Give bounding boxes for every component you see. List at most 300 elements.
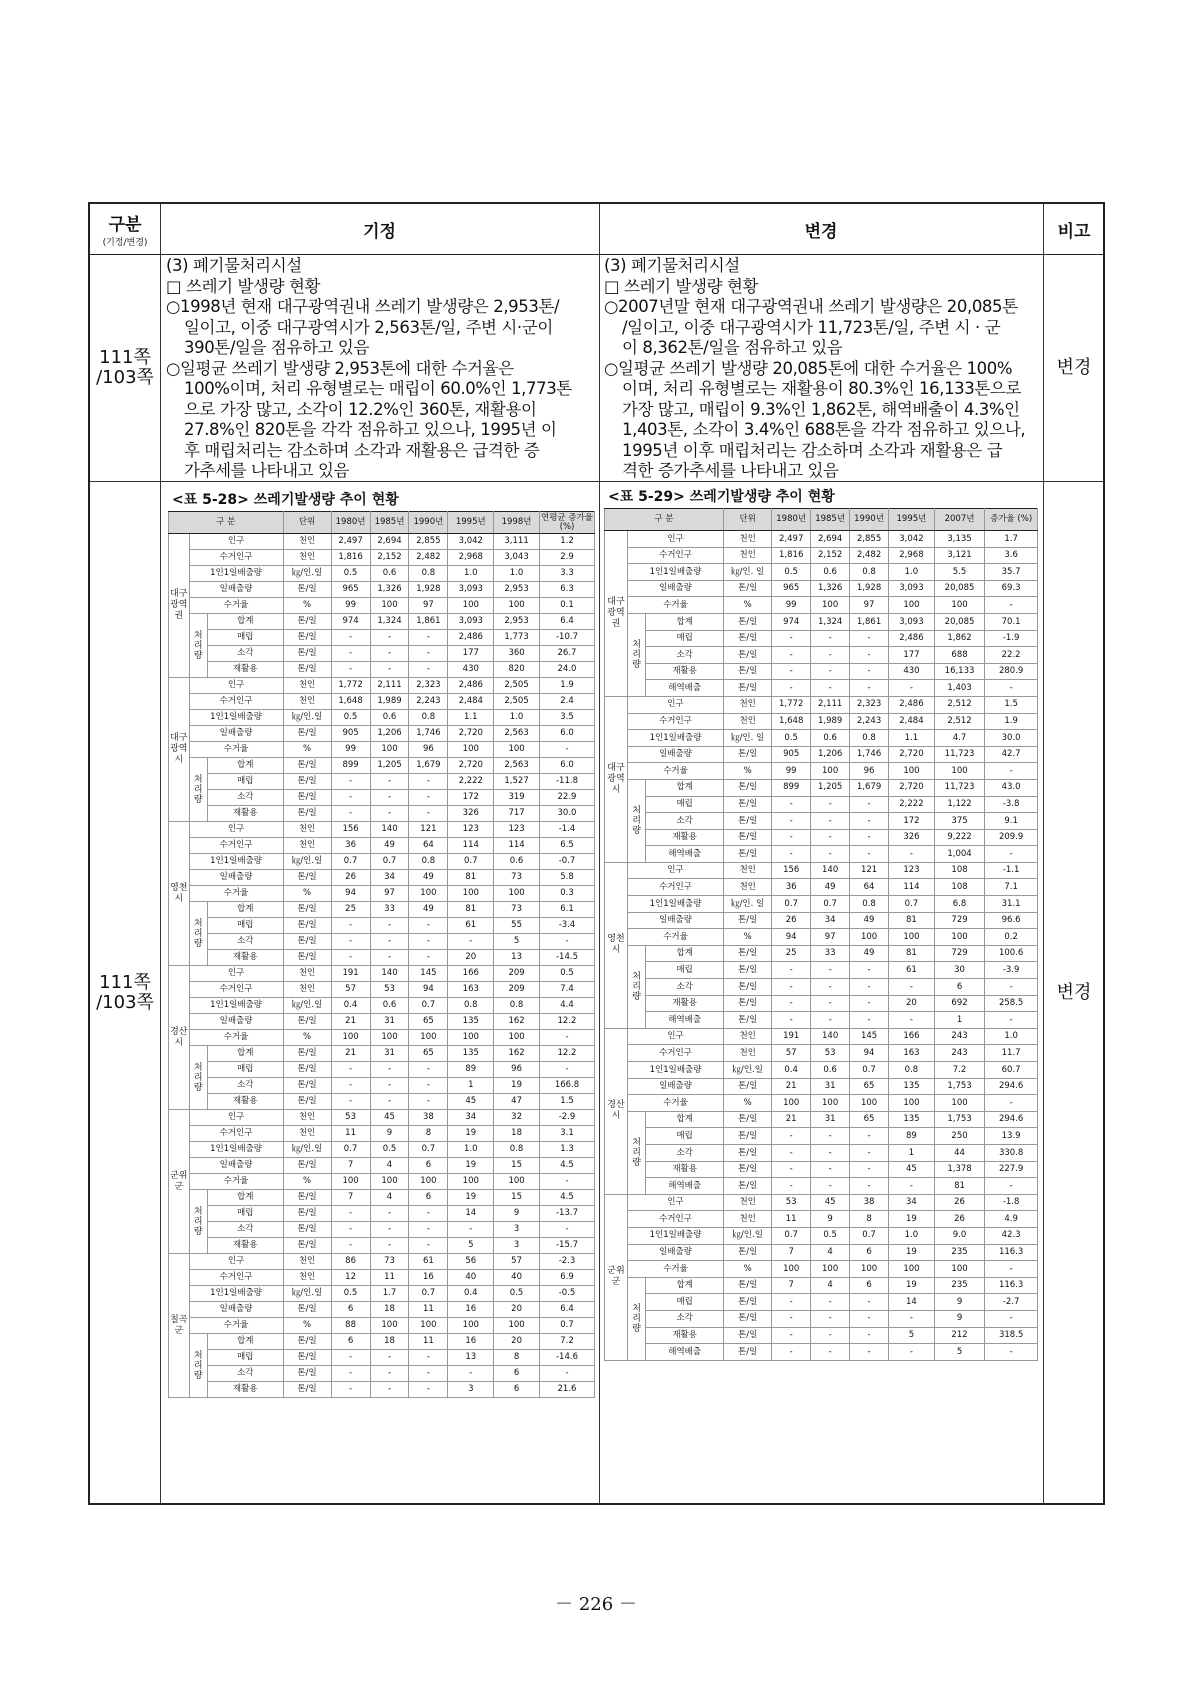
table-row [605, 962, 1038, 979]
data-cell: 2,222 [448, 774, 494, 790]
data-cell: - [811, 962, 850, 979]
data-cell: 2,222 [889, 796, 935, 813]
data-cell: 21 [772, 1078, 811, 1095]
data-cell: 123 [889, 862, 935, 879]
row-label: 소각 [646, 979, 724, 996]
table-row [169, 1318, 595, 1334]
data-cell: 100 [370, 598, 409, 614]
header-category [90, 204, 160, 254]
data-cell: 26 [934, 1211, 984, 1228]
row-label: 재활용 [207, 662, 283, 678]
data-cell: - [370, 790, 409, 806]
data-cell: 톤/일 [724, 796, 772, 813]
data-cell: 42.7 [985, 746, 1038, 763]
data-cell: 톤/일 [283, 582, 331, 598]
data-cell: - [985, 1095, 1038, 1112]
data-cell: 0.7 [889, 896, 935, 913]
data-cell: 116.3 [985, 1277, 1038, 1294]
treatment-label: 처리량 [627, 945, 645, 1028]
data-cell: 7.4 [539, 982, 594, 998]
data-cell: - [811, 979, 850, 996]
data-cell: 11,723 [934, 779, 984, 796]
data-cell: - [889, 846, 935, 863]
data-cell: -0.5 [539, 1286, 594, 1302]
data-cell: - [370, 646, 409, 662]
data-cell: - [772, 1012, 811, 1029]
data-cell: 1,989 [811, 713, 850, 730]
data-cell: 135 [889, 1111, 935, 1128]
data-cell: 16,133 [934, 663, 984, 680]
row-label: 수거율 [189, 1174, 283, 1190]
data-cell: 0.7 [772, 896, 811, 913]
data-cell: 8 [850, 1211, 889, 1228]
table-row [169, 1350, 595, 1366]
data-cell: 319 [494, 790, 540, 806]
row-label: 인구 [627, 862, 723, 879]
data-cell: % [724, 929, 772, 946]
data-cell: 280.9 [985, 663, 1038, 680]
data-cell: 1,326 [370, 582, 409, 598]
table-row [169, 550, 595, 566]
data-cell: 6.4 [539, 1302, 594, 1318]
data-cell: 3.6 [985, 547, 1038, 564]
data-cell: 0.5 [331, 1286, 370, 1302]
data-cell: 56 [448, 1254, 494, 1270]
data-cell: - [850, 1294, 889, 1311]
data-cell: 4 [370, 1158, 409, 1174]
data-cell: 0.7 [850, 1227, 889, 1244]
data-cell: 820 [494, 662, 540, 678]
data-cell: 5 [448, 1238, 494, 1254]
data-cell: 3,043 [494, 550, 540, 566]
data-cell: - [850, 1327, 889, 1344]
data-cell: 5 [889, 1327, 935, 1344]
table-row [605, 829, 1038, 846]
data-cell: 1,122 [934, 796, 984, 813]
row-label: 인구 [627, 531, 723, 548]
group-name-cell: 군위군 [169, 1110, 190, 1254]
table-row [605, 979, 1038, 996]
data-cell: - [772, 979, 811, 996]
data-cell: - [331, 806, 370, 822]
data-cell: 톤/일 [283, 1158, 331, 1174]
data-cell: 22.2 [985, 647, 1038, 664]
data-cell: 729 [934, 912, 984, 929]
data-cell: 166 [889, 1028, 935, 1045]
original-text [166, 256, 596, 482]
data-cell: 1,648 [772, 713, 811, 730]
divider [90, 254, 1103, 255]
data-cell: 2,512 [934, 713, 984, 730]
data-cell: 12.2 [539, 1014, 594, 1030]
text-line: 으로 가장 많고, 소각이 12.2%인 360톤, 재활용이 [184, 399, 537, 419]
data-cell: ㎏/인.일 [283, 710, 331, 726]
data-cell: 81 [448, 870, 494, 886]
data-cell: 156 [331, 822, 370, 838]
data-cell: 430 [889, 663, 935, 680]
data-cell: - [370, 662, 409, 678]
data-cell: 톤/일 [724, 1161, 772, 1178]
data-cell: 61 [448, 918, 494, 934]
row-label: 합계 [646, 1111, 724, 1128]
data-cell: 1,773 [494, 630, 540, 646]
data-cell: 1,753 [934, 1111, 984, 1128]
table-row [169, 630, 595, 646]
table-row [169, 1142, 595, 1158]
table-row [605, 1045, 1038, 1062]
data-cell: - [331, 1062, 370, 1078]
text-line: (3) 폐기물처리시설 [166, 256, 302, 275]
data-cell: 61 [409, 1254, 448, 1270]
data-cell: 47 [494, 1094, 540, 1110]
data-cell: - [772, 962, 811, 979]
data-cell: 톤/일 [724, 1244, 772, 1261]
row-label: 재활용 [646, 1161, 724, 1178]
data-cell: 톤/일 [283, 1014, 331, 1030]
data-cell: 톤/일 [283, 1366, 331, 1382]
data-cell: 3,093 [889, 580, 935, 597]
table-row [169, 758, 595, 774]
page-ref-line: /103쪽 [96, 366, 154, 388]
data-cell: 34 [448, 1110, 494, 1126]
row-label: 매립 [646, 962, 724, 979]
data-cell: 34 [889, 1194, 935, 1211]
data-cell: 36 [772, 879, 811, 896]
treatment-label: 처리량 [189, 758, 207, 822]
data-cell: - [448, 934, 494, 950]
data-cell: - [772, 813, 811, 830]
row-label: 수거인구 [189, 838, 283, 854]
data-cell: 49 [409, 870, 448, 886]
data-cell: 7 [772, 1277, 811, 1294]
data-cell: -1.9 [985, 630, 1038, 647]
data-cell: 53 [331, 1110, 370, 1126]
data-cell: 212 [934, 1327, 984, 1344]
data-cell: 0.4 [331, 998, 370, 1014]
data-cell: 19 [448, 1126, 494, 1142]
data-cell: - [850, 829, 889, 846]
data-cell: 100 [934, 597, 984, 614]
data-cell: 294.6 [985, 1111, 1038, 1128]
data-cell: 19 [448, 1190, 494, 1206]
data-cell: 96 [494, 1062, 540, 1078]
data-cell: 톤/일 [283, 1350, 331, 1366]
data-cell: 2,505 [494, 694, 540, 710]
table-row [605, 1227, 1038, 1244]
data-cell: 6.5 [539, 838, 594, 854]
data-cell: 172 [889, 813, 935, 830]
data-cell: - [331, 918, 370, 934]
data-cell: 천인 [283, 1110, 331, 1126]
row-label: 수거율 [189, 886, 283, 902]
group-name-cell: 군위군 [605, 1194, 628, 1360]
data-cell: 1,679 [409, 758, 448, 774]
table-row [169, 1206, 595, 1222]
data-cell: 톤/일 [724, 1344, 772, 1361]
row-label: 소각 [207, 646, 283, 662]
data-cell: -1.8 [985, 1194, 1038, 1211]
data-cell: 729 [934, 945, 984, 962]
data-cell: 30.0 [985, 730, 1038, 747]
text-line: 1,403톤, 소각이 3.4%인 688톤을 각각 점유하고 있으나, [622, 420, 1026, 439]
data-cell: 2.4 [539, 694, 594, 710]
right-table-caption: <표 5-29> 쓰레기발생량 추이 현황 [608, 489, 835, 505]
data-cell: 905 [331, 726, 370, 742]
data-cell: 1,403 [934, 680, 984, 697]
data-cell: 1,205 [811, 779, 850, 796]
data-cell: 25 [331, 902, 370, 918]
column-header: 1995년 [448, 512, 494, 534]
data-cell: - [370, 934, 409, 950]
row-label: 수거인구 [627, 547, 723, 564]
data-cell: 100 [850, 1095, 889, 1112]
data-cell: 25 [772, 945, 811, 962]
data-cell: 6.3 [539, 582, 594, 598]
data-cell: 3 [448, 1382, 494, 1398]
data-cell: 100 [448, 1030, 494, 1046]
data-cell: 100 [811, 1261, 850, 1278]
table-row [605, 1012, 1038, 1029]
data-cell: 65 [850, 1111, 889, 1128]
data-cell: 11 [772, 1211, 811, 1228]
data-cell: 14 [889, 1294, 935, 1311]
data-cell: 톤/일 [724, 1111, 772, 1128]
data-cell: -3.9 [985, 962, 1038, 979]
data-cell: 0.8 [409, 854, 448, 870]
data-cell: - [811, 846, 850, 863]
data-cell: 3,093 [448, 582, 494, 598]
header-category-sub: (기정/변경) [102, 238, 148, 248]
table-row [605, 1310, 1038, 1327]
data-cell: 99 [331, 598, 370, 614]
data-cell: 100 [370, 1030, 409, 1046]
data-cell: % [283, 1030, 331, 1046]
data-cell: - [370, 1062, 409, 1078]
row1-note: 변경 [1056, 356, 1092, 378]
data-cell: 100 [934, 1261, 984, 1278]
row-label: 인구 [627, 1194, 723, 1211]
data-cell: 0.5 [331, 566, 370, 582]
data-cell: 0.5 [539, 966, 594, 982]
data-cell: 97 [850, 597, 889, 614]
data-cell: 11,723 [934, 746, 984, 763]
data-cell: 156 [772, 862, 811, 879]
table-row [169, 1270, 595, 1286]
data-cell: 2,855 [409, 534, 448, 550]
row-label: 수거인구 [189, 550, 283, 566]
data-cell: ㎏/인.일 [283, 1142, 331, 1158]
data-cell: 2,720 [889, 779, 935, 796]
data-cell: 243 [934, 1045, 984, 1062]
data-cell: - [850, 796, 889, 813]
data-cell: % [283, 886, 331, 902]
data-cell: - [850, 846, 889, 863]
data-cell: 163 [448, 982, 494, 998]
data-cell: 톤/일 [283, 758, 331, 774]
row-label: 수거율 [189, 1318, 283, 1334]
group-name-cell: 대구광역권 [169, 534, 190, 678]
data-cell: 64 [409, 838, 448, 854]
data-cell: - [331, 1078, 370, 1094]
data-cell: 2,243 [409, 694, 448, 710]
table-row [605, 730, 1038, 747]
data-cell: - [370, 774, 409, 790]
data-cell: 123 [494, 822, 540, 838]
data-cell: 0.7 [331, 1142, 370, 1158]
treatment-label: 처리량 [627, 1111, 645, 1194]
table-row [605, 1128, 1038, 1145]
data-cell: 1,326 [811, 580, 850, 597]
table-row [169, 710, 595, 726]
data-cell: - [331, 1206, 370, 1222]
data-cell: - [889, 979, 935, 996]
data-cell: 1,772 [772, 696, 811, 713]
data-cell: 250 [934, 1128, 984, 1145]
data-cell: 0.6 [370, 566, 409, 582]
data-cell: 3 [494, 1238, 540, 1254]
data-cell: 0.5 [370, 1142, 409, 1158]
row-label: 수거율 [627, 597, 723, 614]
data-cell: - [889, 1310, 935, 1327]
data-cell: 97 [409, 598, 448, 614]
column-header: 1995년 [889, 509, 935, 531]
data-cell: 0.5 [494, 1286, 540, 1302]
row-label: 1인1일배출량 [189, 998, 283, 1014]
table-row [605, 531, 1038, 548]
data-cell: 톤/일 [724, 1178, 772, 1195]
data-cell: 55 [494, 918, 540, 934]
data-cell: 톤/일 [283, 870, 331, 886]
data-cell: 6.0 [539, 726, 594, 742]
data-cell: 톤/일 [724, 647, 772, 664]
row-label: 1인1일배출량 [189, 854, 283, 870]
table-row [605, 862, 1038, 879]
table-row [169, 726, 595, 742]
data-cell: 톤/일 [724, 1277, 772, 1294]
data-cell: 31.1 [985, 896, 1038, 913]
column-header: 1990년 [409, 512, 448, 534]
data-cell: 97 [370, 886, 409, 902]
row-label: 매립 [207, 1206, 283, 1222]
row-label: 합계 [207, 614, 283, 630]
data-cell: - [539, 1030, 594, 1046]
data-cell: % [724, 763, 772, 780]
data-cell: 1.0 [889, 564, 935, 581]
data-cell: 3,093 [889, 613, 935, 630]
data-cell: 100 [409, 1030, 448, 1046]
table-row [169, 774, 595, 790]
data-cell: - [811, 680, 850, 697]
data-cell: - [331, 646, 370, 662]
table-row [169, 1126, 595, 1142]
data-cell: 15 [494, 1190, 540, 1206]
data-cell: 천인 [724, 696, 772, 713]
data-cell: 94 [331, 886, 370, 902]
data-cell: 2,968 [448, 550, 494, 566]
data-cell: 100 [850, 929, 889, 946]
data-cell: 1 [934, 1012, 984, 1029]
data-cell: 0.8 [494, 1142, 540, 1158]
data-cell: - [850, 1344, 889, 1361]
row-label: 수거인구 [189, 1270, 283, 1286]
header-note: 비고 [1057, 221, 1091, 242]
row-label: 수거인구 [627, 1211, 723, 1228]
data-cell: 64 [850, 879, 889, 896]
data-cell: 16 [448, 1302, 494, 1318]
data-cell: 81 [934, 1178, 984, 1195]
data-cell: 18 [370, 1302, 409, 1318]
text-line: 가장 많고, 매립이 9.3%인 1,862톤, 해역배출이 4.3%인 [622, 399, 1020, 419]
data-cell: -1.1 [985, 862, 1038, 879]
table-row [605, 1144, 1038, 1161]
row-label: 해역배출 [646, 1344, 724, 1361]
row-label: 해역배출 [646, 1012, 724, 1029]
data-cell: 209.9 [985, 829, 1038, 846]
data-cell: 2,720 [448, 726, 494, 742]
data-cell: 6 [934, 979, 984, 996]
data-cell: - [772, 1310, 811, 1327]
data-cell: 1.0 [985, 1028, 1038, 1045]
data-cell: 99 [772, 763, 811, 780]
data-cell: 114 [448, 838, 494, 854]
row-label: 해역배출 [646, 846, 724, 863]
data-cell: 톤/일 [283, 774, 331, 790]
data-cell: 0.6 [494, 854, 540, 870]
data-cell: 2,855 [850, 531, 889, 548]
column-header: 증가율 (%) [985, 509, 1038, 531]
data-cell: 6 [409, 1158, 448, 1174]
table-row [169, 534, 595, 550]
data-cell: 천인 [283, 1126, 331, 1142]
data-cell: 6.9 [539, 1270, 594, 1286]
row-label: 소각 [207, 790, 283, 806]
data-cell: 6 [331, 1334, 370, 1350]
data-cell: - [331, 662, 370, 678]
data-cell: 톤/일 [283, 1190, 331, 1206]
data-cell: 135 [889, 1078, 935, 1095]
data-cell: 2,563 [494, 758, 540, 774]
data-cell: - [811, 1128, 850, 1145]
data-cell: - [409, 1350, 448, 1366]
data-cell: 34 [370, 870, 409, 886]
data-cell: 천인 [283, 550, 331, 566]
data-cell: -14.5 [539, 950, 594, 966]
data-cell: - [850, 630, 889, 647]
data-cell: - [409, 950, 448, 966]
data-cell: 100 [934, 929, 984, 946]
data-cell: 89 [448, 1062, 494, 1078]
row-label: 소각 [646, 647, 724, 664]
data-cell: 96 [850, 763, 889, 780]
data-cell: - [370, 1366, 409, 1382]
data-cell: 3.5 [539, 710, 594, 726]
data-cell: 108 [934, 879, 984, 896]
data-cell: 톤/일 [724, 995, 772, 1012]
data-cell: 1.0 [494, 710, 540, 726]
data-cell: 1.0 [889, 1227, 935, 1244]
data-cell: 천인 [283, 1254, 331, 1270]
data-cell: - [850, 1161, 889, 1178]
table-row [169, 1174, 595, 1190]
data-cell: 20 [889, 995, 935, 1012]
table-row [169, 918, 595, 934]
data-cell: 60.7 [985, 1062, 1038, 1079]
data-cell: 235 [934, 1277, 984, 1294]
data-cell: 19 [889, 1211, 935, 1228]
data-cell: 6 [850, 1277, 889, 1294]
data-cell: 40 [448, 1270, 494, 1286]
row-label: 해역배출 [646, 1178, 724, 1195]
